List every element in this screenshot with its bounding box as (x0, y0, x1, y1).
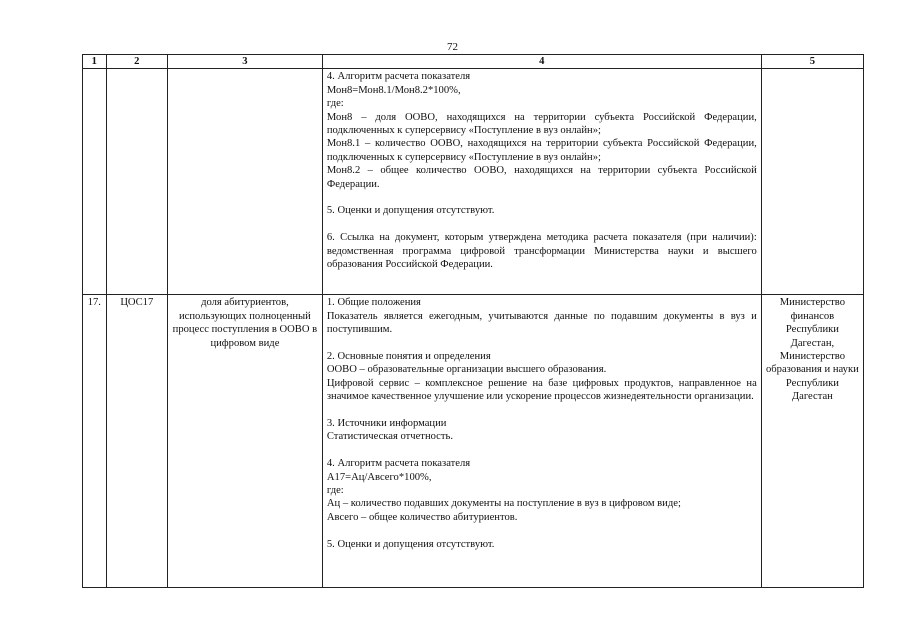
methodology-paragraph: 5. Оценки и допущения отсутствуют. (326, 538, 495, 550)
methodology-paragraph: 2. Основные понятия и определения (326, 351, 491, 363)
methodology-text (327, 70, 757, 271)
methodology-paragraph: 3. Источники информации (326, 418, 447, 430)
blank-line (327, 404, 757, 417)
page-number: 72 (447, 41, 458, 53)
methodology-paragraph: 6. Ссылка на документ, которым утверждена методика расчета показателя (при наличии): ведомственная программа цифровой трансформации Министерства науки и высшего образования Российской Федерации. (326, 232, 757, 271)
cell-num: 17. (83, 295, 107, 588)
methodology-paragraph: где: (326, 485, 344, 497)
cell-num (83, 69, 107, 295)
blank-line (327, 218, 757, 231)
table-row-17 (83, 295, 864, 588)
header-col-2: 2 (106, 55, 167, 69)
methodology-paragraph: Статистическая отчетность. (326, 431, 453, 443)
methodology-paragraph: ООВО – образовательные организации высшего образования. (326, 364, 607, 376)
cell-name (167, 69, 322, 295)
cell-code (106, 69, 167, 295)
table-row-continuation (83, 69, 864, 295)
methodology-paragraph: 4. Алгоритм расчета показателя (326, 458, 471, 470)
header-row (83, 55, 864, 69)
methodology-paragraph: Мон8.1 – количество ООВО, находящихся на территории субъекта Российской Федерации, подключенных к суперсервису «Поступление в вуз онлайн»; (326, 138, 757, 163)
methodology-paragraph: 4. Алгоритм расчета показателя (326, 71, 471, 83)
header-col-4: 4 (322, 55, 761, 69)
methodology-paragraph: где: (326, 98, 344, 110)
methodology-paragraph: 1. Общие положения (326, 297, 421, 309)
methodology-text (327, 296, 757, 551)
cell-name: доля абитуриентов, использующих полноценный процесс поступления в ООВО в цифровом виде (167, 295, 322, 588)
methodology-paragraph: 5. Оценки и допущения отсутствуют. (326, 205, 495, 217)
cell-responsible: Министерство финансов Республики Дагестан, Министерство образования и науки Республики Дагестан (761, 295, 863, 588)
cell-responsible (761, 69, 863, 295)
methodology-paragraph: Показатель является ежегодным, учитываются данные по подавшим документы в вуз и поступившим. (326, 310, 757, 336)
methodology-paragraph: Ац – количество подавших документы на поступление в вуз в цифровом виде; (326, 498, 681, 510)
cell-methodology (322, 69, 761, 295)
header-col-5: 5 (761, 55, 863, 69)
indicator-table (82, 54, 864, 588)
cell-methodology (322, 295, 761, 588)
methodology-paragraph: Цифровой сервис – комплексное решение на базе цифровых продуктов, направленное на значимое качественное улучшение или ускорение процессов жизнедеятельности организации. (326, 377, 757, 403)
methodology-paragraph: А17=Ац/Авсего*100%, (326, 471, 432, 483)
blank-line (327, 191, 757, 204)
blank-line (327, 444, 757, 457)
header-col-3: 3 (167, 55, 322, 69)
methodology-paragraph: Мон8=Мон8.1/Мон8.2*100%, (326, 84, 461, 96)
header-col-1: 1 (83, 55, 107, 69)
methodology-paragraph: Мон8.2 – общее количество ООВО, находящихся на территории субъекта Российской Федерации. (326, 165, 757, 190)
methodology-paragraph: Авсего – общее количество абитуриентов. (326, 511, 518, 523)
cell-code: ЦОС17 (106, 295, 167, 588)
methodology-paragraph: Мон8 – доля ООВО, находящихся на территории субъекта Российской Федерации, подключенных к суперсервису «Поступление в вуз онлайн»; (326, 111, 757, 137)
blank-line (327, 524, 757, 537)
blank-line (327, 337, 757, 350)
